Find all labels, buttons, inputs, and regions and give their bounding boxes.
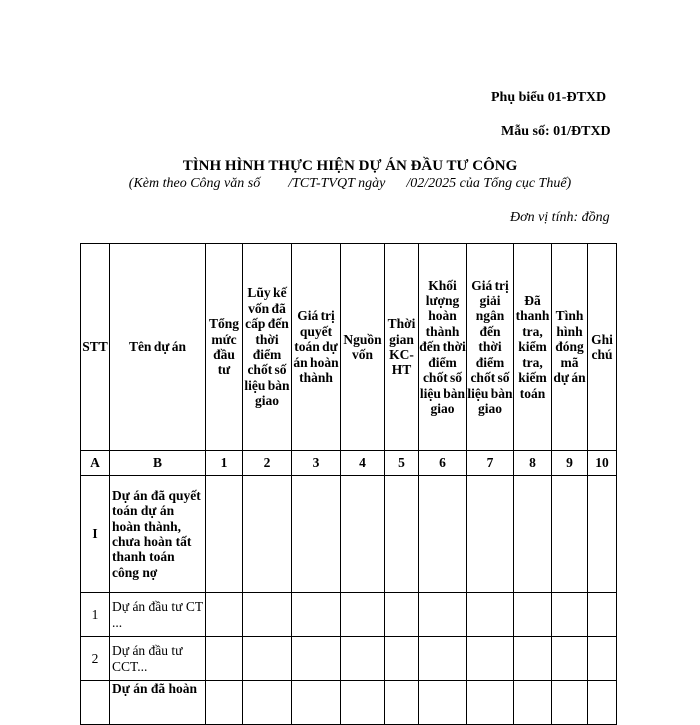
col-index: 5 xyxy=(385,451,419,476)
empty-cell xyxy=(552,681,588,725)
empty-cell xyxy=(292,637,341,681)
empty-cell xyxy=(206,593,243,637)
col-header: Thời gian KC-HT xyxy=(385,244,419,451)
col-header: Khối lượng hoàn thành đến thời điểm chốt số liệu bàn giao xyxy=(419,244,467,451)
column-index-row xyxy=(81,451,617,476)
empty-cell xyxy=(514,476,552,593)
form-number: Mẫu số: 01/ĐTXD xyxy=(501,124,611,139)
empty-cell xyxy=(588,637,617,681)
document-subtitle: (Kèm theo Công văn số /TCT-TVQT ngày /02/2025 của Tổng cục Thuế) xyxy=(128,176,572,191)
document-title: TÌNH HÌNH THỰC HIỆN DỰ ÁN ĐẦU TƯ CÔNG xyxy=(182,158,518,174)
empty-cell xyxy=(467,593,514,637)
col-index: 6 xyxy=(419,451,467,476)
empty-cell xyxy=(552,637,588,681)
empty-cell xyxy=(341,681,385,725)
empty-cell xyxy=(419,637,467,681)
empty-cell xyxy=(243,681,292,725)
empty-cell xyxy=(341,476,385,593)
col-index: 10 xyxy=(588,451,617,476)
empty-cell xyxy=(588,476,617,593)
row-stt xyxy=(81,681,110,725)
empty-cell xyxy=(467,476,514,593)
empty-cell xyxy=(419,681,467,725)
col-index: 7 xyxy=(467,451,514,476)
unit-label: Đơn vị tính: đồng xyxy=(510,210,610,225)
table-row xyxy=(81,637,617,681)
col-header: Tên dự án xyxy=(110,244,206,451)
col-header: STT xyxy=(81,244,110,451)
empty-cell xyxy=(588,593,617,637)
empty-cell xyxy=(243,476,292,593)
empty-cell xyxy=(514,593,552,637)
row-project-name-cell xyxy=(110,593,206,637)
empty-cell xyxy=(385,637,419,681)
col-header: Tổng mức đầu tư xyxy=(206,244,243,451)
col-header: Giá trị giải ngân đến thời điểm chốt số liệu bàn giao xyxy=(467,244,514,451)
empty-cell xyxy=(385,476,419,593)
col-header: Lũy kế vốn đã cấp đến thời điểm chốt số liệu bàn giao xyxy=(243,244,292,451)
empty-cell xyxy=(341,593,385,637)
empty-cell xyxy=(514,681,552,725)
empty-cell xyxy=(243,593,292,637)
col-header: Ghi chú xyxy=(588,244,617,451)
row-stt: I xyxy=(81,476,110,593)
row-project-name: Dự án đầu tư CCT... xyxy=(112,643,183,674)
table-row xyxy=(81,593,617,637)
empty-cell xyxy=(514,637,552,681)
row-stt: 1 xyxy=(81,593,110,637)
empty-cell xyxy=(292,681,341,725)
col-header: Nguồn vốn xyxy=(341,244,385,451)
empty-cell xyxy=(385,681,419,725)
table-header-row xyxy=(81,244,617,451)
col-index: 9 xyxy=(552,451,588,476)
col-index: 2 xyxy=(243,451,292,476)
table-row xyxy=(81,681,617,725)
appendix-label: Phụ biểu 01-ĐTXD xyxy=(491,90,607,105)
col-index: B xyxy=(110,451,206,476)
empty-cell xyxy=(552,593,588,637)
col-index: 1 xyxy=(206,451,243,476)
col-index: A xyxy=(81,451,110,476)
col-header: Giá trị quyết toán dự án hoàn thành xyxy=(292,244,341,451)
empty-cell xyxy=(292,476,341,593)
empty-cell xyxy=(588,681,617,725)
empty-cell xyxy=(243,637,292,681)
col-index: 3 xyxy=(292,451,341,476)
table-row xyxy=(81,476,617,593)
empty-cell xyxy=(467,681,514,725)
empty-cell xyxy=(341,637,385,681)
col-index: 4 xyxy=(341,451,385,476)
row-project-name: Dự án đã quyết toán dự án hoàn thành, chưa hoàn tất thanh toán công nợ xyxy=(110,476,206,593)
row-stt: 2 xyxy=(81,637,110,681)
empty-cell xyxy=(552,476,588,593)
col-index: 8 xyxy=(514,451,552,476)
empty-cell xyxy=(419,593,467,637)
empty-cell xyxy=(467,637,514,681)
empty-cell xyxy=(419,476,467,593)
col-header: Tình hình đóng mã dự án xyxy=(552,244,588,451)
empty-cell xyxy=(385,593,419,637)
empty-cell xyxy=(206,637,243,681)
empty-cell xyxy=(292,593,341,637)
row-project-name: Dự án đầu tư CT ... xyxy=(112,599,203,630)
project-table xyxy=(80,243,617,725)
row-project-name: Dự án đã hoàn xyxy=(110,681,206,725)
empty-cell xyxy=(206,681,243,725)
empty-cell xyxy=(206,476,243,593)
row-project-name-cell xyxy=(110,637,206,681)
col-header: Đã thanh tra, kiểm tra, kiếm toán xyxy=(514,244,552,451)
